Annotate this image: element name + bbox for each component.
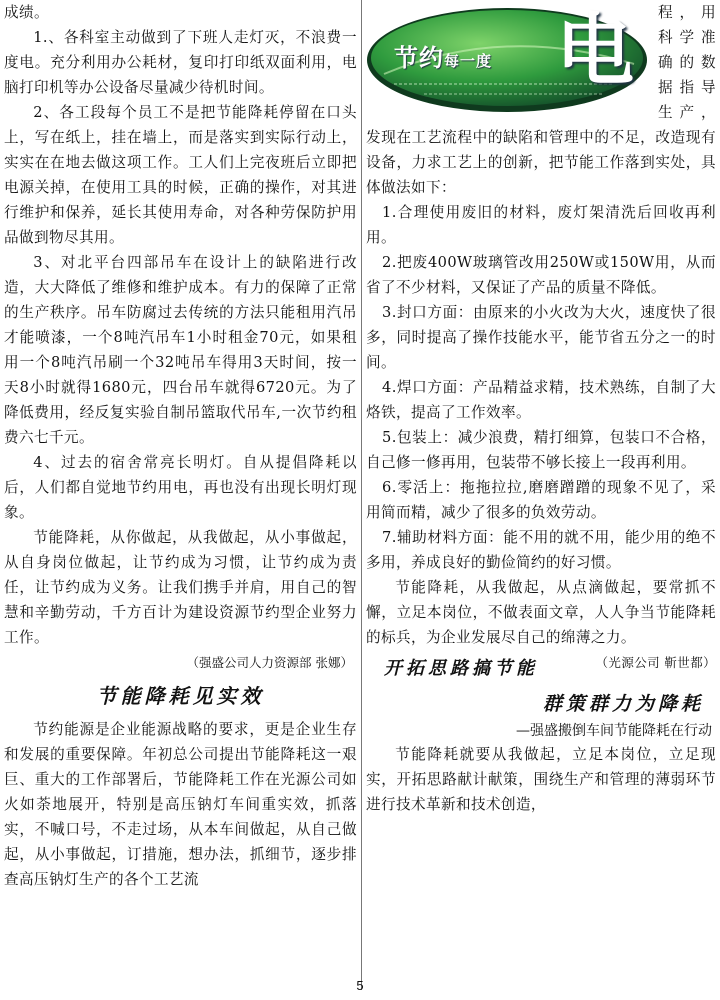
- list-item: 2.把废400W玻璃管改用250W或150W用，从而省了不少材料，又保证了产品的质量不降低。: [366, 254, 716, 296]
- column-divider: [361, 0, 362, 990]
- right-column: [366, 0, 716, 817]
- list-item: 4.焊口方面：产品精益求精，技术熟练，自制了大烙铁，提高了工作效率。: [366, 379, 716, 421]
- list-item: 3.封口方面：由原来的小火改为大火，速度快了很多，同时提高了操作技能水平，能节省五分之一的时间。: [366, 304, 716, 371]
- paragraph-conclusion: 节能降耗，从你做起，从我做起，从小事做起，从自身岗位做起，让节约成为习惯，让节约成为责任，让节约成为义务。让我们携手并肩，用自己的智慧和辛勤劳动，千方百计为建设资源节约型企业努力工作。: [4, 529, 357, 646]
- paragraph-continued: 程，用科学准确的数据指导生产，发现在工艺流程中的缺陷和管理中的不足，改造现有设备，力求工艺上的创新，把节能工作落到实处，具体做法如下：: [366, 4, 716, 196]
- list-item: 6.零活上：拖拖拉拉,磨磨蹭蹭的现象不见了，采用简而精，减少了很多的负效劳动。: [366, 479, 716, 521]
- banner-slogan: 节约每一度: [394, 44, 493, 72]
- energy-saving-banner: [364, 4, 650, 114]
- article-title-secondary: 群策群力为降耗: [542, 693, 704, 715]
- paragraph-item-2: 2、各工段每个员工不是把节能降耗停留在口头上，写在纸上，挂在墙上，而是落实到实际行动上，实实在在地去做这项工作。工人们上完夜班后立即把电源关掉，在使用工具的时候，正确的操作，对其进行维护和保养，延长其使用寿命，对各种劳保防护用品做到物尽其用。: [4, 104, 357, 246]
- author-signature: （光源公司 靳世都）: [595, 655, 716, 670]
- article-body: 节约能源是企业能源战略的要求，更是企业生存和发展的重要保障。年初总公司提出节能降耗这一艰巨、重大的工作部署后，节能降耗工作在光源公司如火如荼地展开，特别是高压钠灯车间重实效，抓落实，不喊口号，不走过场，从本车间做起，从自己做起，从小事做起，订措施，想办法，抓细节，逐步排查高压钠灯生产的各个工艺流: [4, 721, 357, 888]
- banner-big-character: 电: [555, 6, 634, 96]
- list-item: 1.合理使用废旧的材料，废灯架清洗后回收再利用。: [366, 204, 716, 246]
- paragraph-intro: 成绩。: [4, 4, 49, 21]
- list-item: 7.辅助材料方面：能不用的就不用，能少用的绝不多用，养成良好的勤俭简约的好习惯。: [366, 529, 716, 571]
- article-title: 节能降耗见实效: [96, 684, 265, 708]
- article-body: 节能降耗就要从我做起，立足本岗位，立足现实，开拓思路献计献策，围绕生产和管理的薄弱环节进行技术革新和技术创造，: [366, 746, 716, 813]
- paragraph-item-3: 3、对北平台四部吊车在设计上的缺陷进行改造，大大降低了维修和维护成本。有力的保障了正常的生产秩序。吊车防腐过去传统的方法只能租用汽吊才能喷漆，一个8吨汽吊车1小时租金70元，如果租用一个8吨汽吊刷一个32吨吊车得用3天时间，按一天8小时就得1680元，四台吊车就得6720元。为了降低费用，经反复实验自制吊篮取代吊车,一次节约租费六七千元。: [4, 254, 357, 446]
- left-column: [4, 0, 357, 892]
- article-subtitle: —强盛搬倒车间节能降耗在行动: [516, 723, 712, 739]
- paragraph-item-4: 4、过去的宿舍常亮长明灯。自从提倡降耗以后，人们都自觉地节约用电，再也没有出现长明灯现象。: [4, 454, 357, 521]
- author-signature: （强盛公司人力资源部 张娜）: [186, 655, 353, 670]
- paragraph-closing: 节能降耗，从我做起，从点滴做起，要常抓不懈，立足本岗位，不做表面文章，人人争当节能降耗的标兵，为企业发展尽自己的绵薄之力。 （光源公司 靳世都）: [366, 575, 716, 650]
- list-item: 5.包装上：减少浪费，精打细算，包装口不合格，自己修一修再用，包装带不够长接上一段再利用。: [366, 429, 716, 471]
- paragraph-item-1: 1.、各科室主动做到了下班人走灯灭，不浪费一度电。充分利用办公耗材，复印打印纸双面利用，电脑打印机等办公设备尽量减少待机时间。: [4, 29, 357, 96]
- article-title: 开拓思路搞节能: [384, 658, 538, 679]
- page-number: 5: [356, 978, 364, 993]
